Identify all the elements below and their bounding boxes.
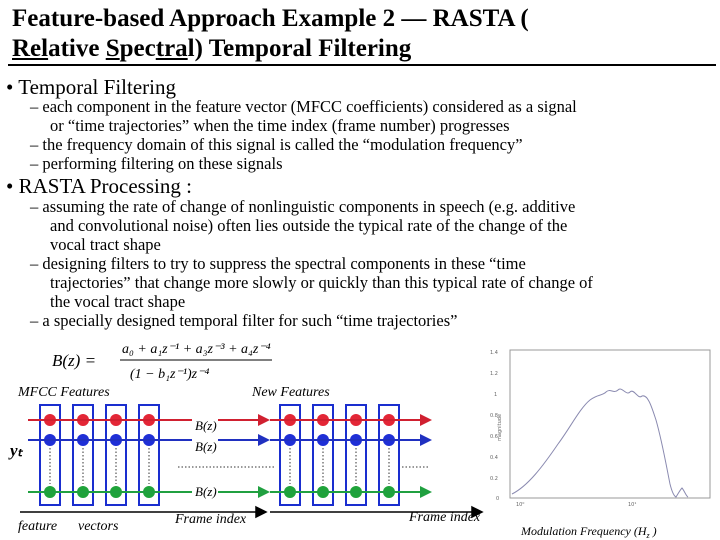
frame-index-label-1: Frame index — [175, 512, 247, 527]
rasta-diagram — [0, 395, 500, 535]
vector-dots — [44, 414, 395, 498]
item-5-line-2: trajectories” that change more slowly or quickly than this typical rate of change of — [50, 273, 593, 292]
item-1-line-2: or “time trajectories” when the time index (frame number) progresses — [50, 116, 510, 135]
modulation-frequency-plot — [488, 346, 716, 540]
bullet-temporal-filtering: • Temporal Filtering — [6, 75, 176, 99]
green-arrow-head — [258, 486, 270, 498]
item-5-line-1: – designing filters to try to suppress the spectral components in these “time — [30, 254, 526, 273]
item-4-line-2: and convolutional noise) often lies outside the typical rate of the change of the — [50, 216, 568, 235]
x-tick: 10¹ — [628, 502, 637, 508]
title-divider — [8, 64, 716, 66]
y-tick: 0.6 — [490, 434, 498, 440]
bullet-rasta-processing: • RASTA Processing : — [6, 174, 192, 198]
plot-y-label: magnitude — [497, 413, 503, 441]
formula-numerator: a₀ + a₁z⁻¹ + a₃z⁻³ + a₄z⁻⁴ — [122, 342, 271, 357]
title-line-2: Relative Spectral) Temporal Filtering — [12, 35, 412, 62]
filter-label-bz: B(z) — [195, 418, 217, 433]
y-tick: 0 — [496, 496, 500, 502]
y-tick: 0.4 — [490, 455, 498, 461]
title-line-1: Feature-based Approach Example 2 — RASTA ( — [12, 5, 529, 32]
vertical-dotted-lines — [50, 448, 389, 484]
filter-formula — [50, 336, 275, 386]
output-red-arrow-head — [420, 414, 432, 426]
temporal-filtering-items — [30, 97, 714, 173]
y-tick: 1 — [494, 392, 498, 398]
y-tick: 1.2 — [490, 371, 498, 377]
item-3-line-1: – performing filtering on these signals — [30, 154, 283, 173]
x-tick: 10⁰ — [516, 502, 525, 508]
y-tick: 0.8 — [490, 413, 498, 419]
frame-index-label-2: Frame index — [409, 510, 481, 525]
y-tick: 1.4 — [490, 350, 498, 356]
new-features-label: New Features — [252, 385, 330, 400]
blue-arrow-head — [258, 434, 270, 446]
red-arrow-head — [258, 414, 270, 426]
output-green-arrow-head — [420, 486, 432, 498]
formula-lhs: B(z) = — [52, 351, 97, 370]
plot-area — [510, 350, 710, 498]
rasta-processing-items — [30, 197, 714, 330]
yt-label: yₜ — [10, 441, 23, 460]
item-4-line-3: vocal tract shape — [50, 235, 161, 254]
feature-label: feature — [18, 519, 58, 534]
y-tick: 0.2 — [490, 476, 498, 482]
filter-label-bz: B(z) — [195, 439, 217, 454]
vectors-label: vectors — [78, 519, 119, 534]
output-blue-arrow-head — [420, 434, 432, 446]
mfcc-features-label: MFCC Features — [18, 385, 110, 400]
slide-title — [12, 4, 712, 64]
item-2-line-1: – the frequency domain of this signal is called the “modulation frequency” — [30, 135, 523, 154]
filter-label-bz: B(z) — [195, 484, 217, 499]
item-4-line-1: – assuming the rate of change of nonlinguistic components in speech (e.g. additive — [30, 197, 576, 216]
formula-denominator: (1 − b₁z⁻¹)z⁻⁴ — [130, 367, 210, 382]
item-6-line-1: – a specially designed temporal filter for such “time trajectories” — [30, 311, 458, 330]
plot-x-label: Modulation Frequency ($H_z$ ) — [521, 524, 657, 540]
item-1-line-1: – each component in the feature vector (MFCC coefficients) considered as a signal — [30, 97, 577, 116]
item-5-line-3: the vocal tract shape — [50, 292, 186, 311]
